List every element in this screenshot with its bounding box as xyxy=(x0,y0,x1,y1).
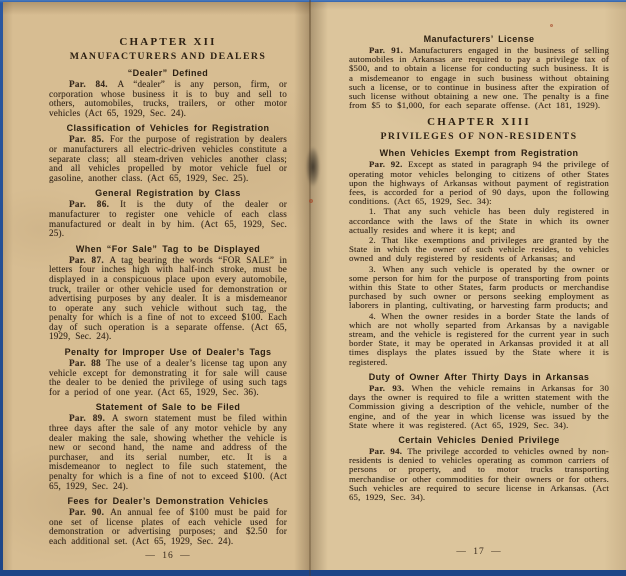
page-gutter-fold xyxy=(309,0,311,576)
chapter-heading: CHAPTER XII xyxy=(119,36,217,48)
stain-dot xyxy=(550,24,553,27)
left-page-content xyxy=(3,2,310,547)
section-heading: General Registration by Class xyxy=(95,188,241,199)
left-page xyxy=(3,2,310,570)
body-paragraph: Par. 89. A sworn statement must be filed within three days after the sale of any motor vehicle by any dealer making the sale, showing whether the vehicle is new or second hand, the name and address of the purchaser, and its serial number, etc. It is a misdemeanor to neglect to file such statement, the penalty for which is a fine of not to exceed $100. (Act 65, 1929, Sec. 24). xyxy=(49,413,287,491)
body-paragraph: Par. 90. An annual fee of $100 must be paid for one set of license plates of each vehicle used for demonstration or advertising purposes; and $2.50 for each additional set. (Act 65, 1929, Sec. 24). xyxy=(49,507,287,546)
right-page xyxy=(310,2,626,570)
section-heading: “Dealer” Defined xyxy=(127,68,209,78)
body-paragraph: 3. When any such vehicle is operated by the owner or some person for him for the purpose of transporting from points within this State to other States, farm products or merchandise purchased by such owner or persons seeking employment as laborers in planting, cultivating, or harvesting farm products; and xyxy=(349,263,609,311)
paragraph-label: Par. 92. xyxy=(369,159,409,170)
section-heading: Penalty for Improper Use of Dealer’s Tags xyxy=(64,347,272,358)
page-number-right: — 17 — xyxy=(456,547,502,557)
paragraph-label: Par. 94. xyxy=(369,445,408,456)
body-paragraph: Par. 85. For the purpose of registration by dealers or manufacturers all electric-driven vehicles constitute a separate class; all steam-driven vehicles another class; and all vehicles propelled by motor vehicle fuel or gasoline, another class. (Act 65, 1929, Sec. 25). xyxy=(49,134,287,183)
chapter-heading: CHAPTER XIII xyxy=(427,116,531,129)
ink-smudge xyxy=(303,146,321,198)
paragraph-label: Par. 93. xyxy=(369,382,412,393)
section-heading: Fees for Dealer’s Demonstration Vehicles xyxy=(67,496,269,507)
page-sections xyxy=(349,34,609,502)
right-page-content xyxy=(310,2,626,502)
chapter-subheading: PRIVILEGES OF NON-RESIDENTS xyxy=(380,131,578,143)
paragraph-label: Par. 89. xyxy=(69,413,112,424)
body-paragraph: Par. 84. A “dealer” is any person, firm, or corporation whose business it is to buy and sell to others, automobiles, trucks, trailers, or other motor vehicles (Act 65, 1929, Sec. 24). xyxy=(49,79,287,118)
body-paragraph: 2. That like exemptions and privileges are granted by the State in which the owner of such vehicle resides, to vehicles owned and duly registered by residents of Arkansas; and xyxy=(349,235,609,264)
body-paragraph: Par. 92. Except as stated in paragraph 94 the privilege of operating motor vehicles belonging to citizens of other States upon the highways of Arkansas without payment of registration fees, is accorded for a period of 90 days, upon the following conditions. (Act 65, 1929, Sec. 34): xyxy=(349,159,609,207)
paragraph-label: Par. 86. xyxy=(69,199,121,210)
paragraph-label: Par. 84. xyxy=(69,79,118,89)
body-paragraph: Par. 87. A tag bearing the words “FOR SALE” in letters four inches high with half-inch stroke, must be displayed in a conspicuous place upon every automobile, truck, trailer or other vehicle used for demonstration or advertising purposes by any dealer. It is a misdemeanor to operate any such vehicle without such tag, the penalty for which is a fine of not to exceed $100. Each day of such operation is a separate offense. (Act 65, 1929, Sec. 24). xyxy=(49,254,287,342)
body-paragraph: Par. 94. The privilege accorded to vehicles owned by non-residents is denied to vehicles operating as common carriers of persons or property, and to motor trucks transporting merchandise or other commodities for their owners or for others. Such vehicles are required to secure license in Arkansas. (Act 65, 1929, Sec. 34). xyxy=(349,445,609,502)
section-heading: Classification of Vehicles for Registration xyxy=(66,123,270,134)
section-heading: Certain Vehicles Denied Privilege xyxy=(398,434,560,445)
chapter-subheading: MANUFACTURERS AND DEALERS xyxy=(69,51,267,62)
section-heading: Manufacturers’ License xyxy=(423,34,535,44)
paragraph-label: Par. 85. xyxy=(69,134,110,145)
section-heading: Duty of Owner After Thirty Days in Arkansas xyxy=(368,371,590,382)
paragraph-label: Par. 91. xyxy=(369,45,410,55)
body-paragraph: Par. 88 The use of a dealer’s license tag upon any vehicle except for demonstrating it for sale will cause the dealer to be denied the privilege of using such tags for a period of one year. (Act 65, 1929, Sec. 36). xyxy=(49,358,287,397)
paragraph-label: Par. 87. xyxy=(69,254,110,265)
section-heading: When “For Sale” Tag to be Displayed xyxy=(75,243,261,254)
paragraph-label: Par. 88 xyxy=(69,358,107,369)
body-paragraph: 4. When the owner resides in a border State the lands of which are not wholly separted from Arkansas by a navigable stream, and the vehicle is registered for the current year in such border State, it may be operated in Arkansas provided it at all times displays the plates issued by the State where it is registered. xyxy=(349,310,609,367)
section-heading: Statement of Sale to be Filed xyxy=(95,402,241,413)
page-sections xyxy=(49,36,287,547)
body-paragraph: Par. 93. When the vehicle remains in Arkansas for 30 days the owner is required to file a written statement with the Commission giving a description of the vehicle, number of the engine, and of the year in which license was issued by the State where it was registered. (Act 65, 1929, Sec. 34). xyxy=(349,382,609,430)
body-paragraph: 1. That any such vehicle has been duly registered in accordance with the laws of the State in which its owner actually resides and where it is kept; and xyxy=(349,206,609,235)
stain-dot xyxy=(309,199,313,203)
section-heading: When Vehicles Exempt from Registration xyxy=(379,148,579,159)
body-paragraph: Par. 86. It is the duty of the dealer or manufacturer to register one vehicle of each class manufactured or dealt in by him. (Act 65, 1929, Sec. 25). xyxy=(49,199,287,239)
paragraph-label: Par. 90. xyxy=(69,507,111,518)
body-paragraph: Par. 91. Manufacturers engaged in the business of selling automobiles in Arkansas are required to pay a privilege tax of $500, and to obtain a license for conducting such business. It is a misdemeanor to engage in such business without obtaining such a license, or to continue in business after the expiration of such license without obtaining a new one. The penalty is a fine from $5 to $1,000, for each separate offense. (Act 181, 1929). xyxy=(349,45,609,111)
page-number-left: — 16 — xyxy=(145,551,191,561)
